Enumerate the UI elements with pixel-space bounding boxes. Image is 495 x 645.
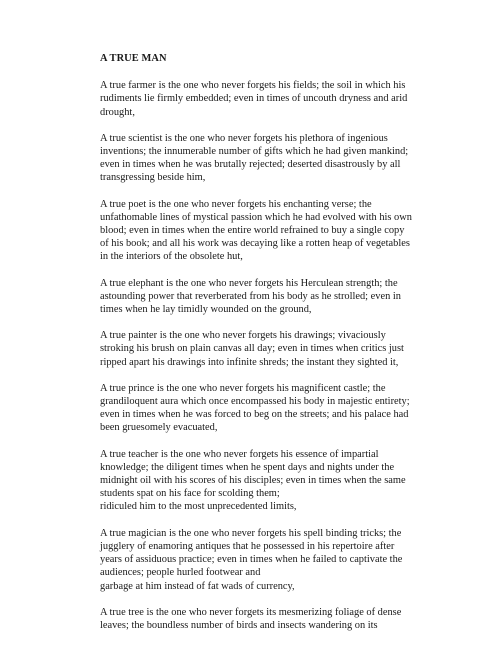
stanza-line: grandiloquent aura which once encompassed his body in majestic entirety;: [100, 396, 410, 408]
stanza: [100, 448, 420, 514]
stanza-line: transgressing beside him,: [100, 172, 206, 184]
stanza-line: A true painter is the one who never forgets his drawings; vivaciously: [100, 330, 386, 342]
stanza: [100, 79, 420, 119]
stanza: [100, 198, 420, 264]
stanza-line: been gruesomely evacuated,: [100, 422, 218, 434]
stanza-line: even in times when he was brutally rejected; deserted disastrously by all: [100, 159, 401, 171]
stanza-line: students spat on his face for scolding them;: [100, 488, 280, 500]
stanza-line: A true scientist is the one who never forgets his plethora of ingenious: [100, 132, 388, 144]
stanza-line: astounding power that reverberated from his body as he strolled; even in: [100, 290, 401, 302]
stanza-line: A true tree is the one who never forgets its mesmerizing foliage of dense: [100, 606, 402, 618]
stanza-line: years of assiduous practice; even in times when he failed to captivate the: [100, 554, 403, 566]
stanza-line: A true farmer is the one who never forgets his fields; the soil in which his: [100, 80, 406, 92]
stanza-line: leaves; the boundless number of birds and insects wandering on its: [100, 619, 378, 631]
stanza-line: A true poet is the one who never forgets his enchanting verse; the: [100, 198, 372, 210]
stanza-line: ripped apart his drawings into infinite shreds; the instant they sighted it,: [100, 356, 399, 368]
poem-title: A TRUE MAN: [100, 53, 167, 64]
stanza-line: inventions; the innumerable number of gifts which he had given mankind;: [100, 146, 409, 158]
stanza-line: midnight oil with his scores of his disciples; even in times when the same: [100, 475, 406, 487]
stanza-line: knowledge; the diligent times when he spent days and nights under the: [100, 461, 395, 473]
stanza-line: jugglery of enamoring antiques that he possessed in his repertoire after: [100, 540, 395, 552]
stanza-line: A true magician is the one who never forgets his spell binding tricks; the: [100, 527, 402, 539]
stanza: [100, 606, 420, 632]
stanza-line: times when he lay timidly wounded on the ground,: [100, 304, 312, 316]
stanza-line: in the interiors of the obsolete hut,: [100, 251, 243, 263]
stanza-line: of his book; and all his work was decaying like a rotten heap of vegetables: [100, 238, 410, 250]
document-page: [100, 52, 420, 645]
stanza-line: unfathomable lines of mystical passion which he had evolved with his own: [100, 211, 412, 223]
stanza-line: stroking his brush on plain canvas all day; even in times when critics just: [100, 343, 404, 355]
stanza-line: A true elephant is the one who never forgets his Herculean strength; the: [100, 277, 398, 289]
stanza-line: garbage at him instead of fat wads of currency,: [100, 580, 295, 592]
stanza-line: A true teacher is the one who never forgets his essence of impartial: [100, 448, 379, 460]
poem-body: [100, 79, 420, 632]
stanza: [100, 329, 420, 369]
stanza: [100, 382, 420, 435]
stanza: [100, 527, 420, 593]
stanza-line: even in times when he was forced to beg on the streets; and his palace had: [100, 409, 409, 421]
stanza-line: rudiments lie firmly embedded; even in times of uncouth dryness and arid: [100, 93, 408, 105]
stanza-line: blood; even in times when the entire world refrained to buy a single copy: [100, 225, 405, 237]
stanza-line: audiences; people hurled footwear and: [100, 567, 261, 579]
stanza-line: A true prince is the one who never forgets his magnificent castle; the: [100, 382, 386, 394]
stanza-line: drought,: [100, 106, 135, 118]
stanza: [100, 132, 420, 185]
stanza-line: ridiculed him to the most unprecedented limits,: [100, 501, 297, 513]
stanza: [100, 277, 420, 317]
